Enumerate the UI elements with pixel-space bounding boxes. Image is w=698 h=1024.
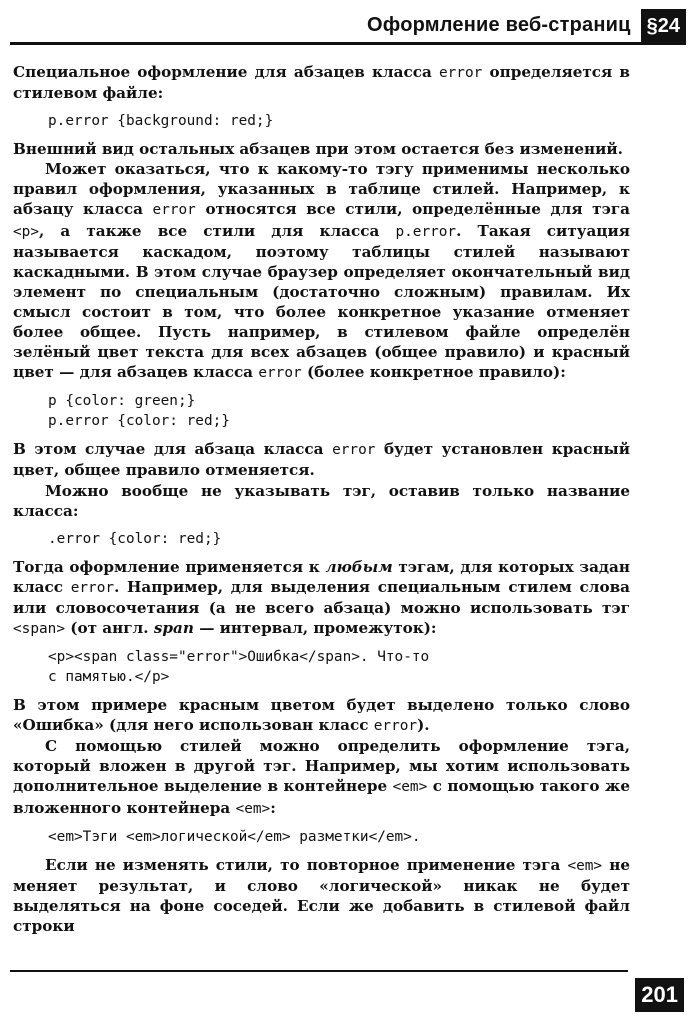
code-block-span: <p><span class="error">Ошибка</span>. Что-то с памятью.</p>: [48, 649, 430, 686]
page-number: 201: [635, 978, 684, 1012]
paragraph-red-applied: В этом случае для абзаца класса error будет установлен красный цвет, общее правило отменяется.: [13, 440, 631, 480]
code-block-em: <em>Тэги <em>логической</em> разметки</em>.: [48, 828, 421, 845]
paragraph-cascade: Может оказаться, что к какому-то тэгу применимы несколько правил оформления, указанных в таблице стилей. Например, к абзацу класса error относятся все стили, определённые для тэга <p>, а также все стили для класса p.error. Такая ситуация называется каскадом, поэтому таблицы стилей называют каскадными. В этом случае браузер определяет окончательный вид элемент по специальным (достаточно сложным) правилам. Их смысл состоит в том, что более конкретное указание отменяет более общее. Пусть например, в стилевом файле определён зелёный цвет текста для всех абзацев (общее правило) и красный цвет — для абзацев класса error (более конкретное правило):: [13, 160, 630, 382]
paragraph-nested: С помощью стилей можно определить оформление тэга, который вложен в другой тэг. Например, мы хотим использовать дополнительное выделение в контейнере <em> с помощью такого же вложенного контейнера <em>:: [13, 737, 630, 817]
page-header: [10, 8, 686, 45]
emphasis-span: span: [153, 618, 194, 637]
code-block-background: p.error {background: red;}: [48, 113, 274, 130]
paragraph-no-tag: Можно вообще не указывать тэг, оставив только название класса:: [13, 481, 630, 520]
inline-code: error: [438, 65, 483, 81]
paragraph-repeat-em: Если не изменять стили, то повторное применение тэга <em> не меняет результат, и слово «логической» никак не будет выделяться на фоне соседей. Если же добавить в стилевой файл строки: [13, 855, 630, 935]
page-body: [13, 62, 630, 936]
code-block-color: p {color: green;} p.error {color: red;}: [48, 393, 230, 430]
paragraph-span: Тогда оформление применяется к любым тэгам, для которых задан класс error. Например, для выделения специальным стилем слова или словосочетания (а не всего абзаца) можно использовать тэг <span> (от англ. span — интервал, промежуток):: [13, 557, 630, 637]
term-cascade: каскадом: [142, 242, 227, 261]
code-block-class-only: .error {color: red;}: [48, 530, 222, 547]
paragraph-unchanged: Внешний вид остальных абзацев при этом остается без изменений.: [13, 140, 623, 159]
chapter-title: Оформление веб-страниц: [367, 13, 631, 36]
section-badge: §24: [641, 9, 686, 43]
footer-rule: [10, 970, 628, 972]
term-cascading: каскадными: [13, 262, 125, 281]
emphasis-any: любым: [325, 557, 393, 576]
paragraph-error-class: Специальное оформление для абзацев класса error определяется в стилевом файле:: [13, 63, 630, 103]
paragraph-error-word: В этом примере красным цветом будет выделено только слово «Ошибка» (для него использован класс error).: [13, 696, 630, 735]
